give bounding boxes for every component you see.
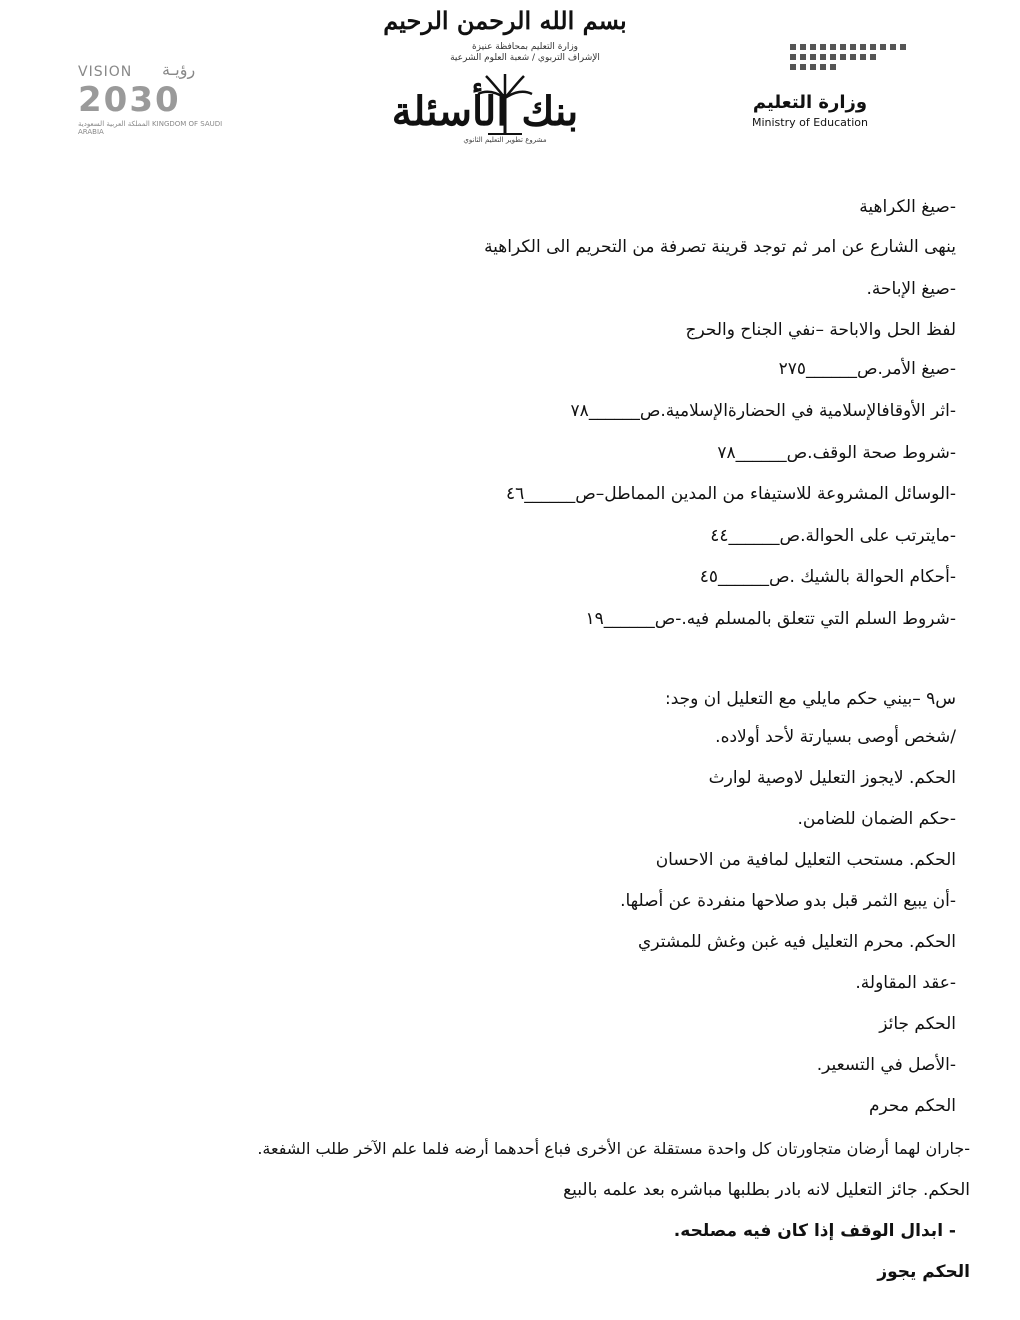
ruling-line: الحكم. مستحب التعليل لمافية من الاحسان [655,850,956,870]
text-line: -أحكام الحوالة بالشيك .ص______٤٥ [699,567,956,587]
text-line: -شروط صحة الوقف.ص______٧٨ [717,443,956,463]
vision-subtitle: المملكة العربية السعودية KINGDOM OF SAUDI ARABIA [78,120,223,136]
moe-arabic: وزارة التعليم [752,92,868,113]
basmala: بسم الله الرحمن الرحيم [383,6,627,35]
text-line: -اثر الأوقافالإسلامية في الحضارةالإسلامية.ص______٧٨ [570,401,956,421]
text-line: - ابدال الوقف إذا كان فيه مصلحه. [673,1221,956,1241]
text-line: -أن يبيع الثمر قبل بدو صلاحها منفردة عن أصلها. [620,891,956,911]
office-line-1: وزارة التعليم بمحافظة عنيزة [471,42,579,52]
text-line: ينهى الشارع عن امر ثم توجد قرينة تصرفة من التحريم الى الكراهية [484,237,956,257]
text-line: -عقد المقاولة. [855,973,956,993]
text-line: -صيغ الأمر.ص______٢٧٥ [778,359,956,379]
text-line: -صيغ الإباحة. [866,279,956,299]
text-line: /شخص أوصى بسيارتة لأحد أولاده. [715,727,956,747]
ruling-line: الحكم محرم [869,1096,956,1116]
vision-arabic: رؤيـة [162,60,196,79]
ruling-line: الحكم جائز [879,1014,956,1034]
project-caption: مشروع تطوير التعليم الثانوي [463,136,547,144]
text-line: لفظ الحل والاباحة –نفي الجناح والحرج [685,320,956,340]
office-line-2: الإشراف التربوي / شعبة العلوم الشرعية [450,53,600,63]
text-line: -حكم الضمان للضامن. [797,809,956,829]
text-line: -جاران لهما أرضان متجاورتان كل واحدة مستقلة عن الأخرى فباع أحدهما أرضه فلما علم الآخر طلب الشفعة. [257,1139,970,1158]
moe-english: Ministry of Education [751,116,868,129]
text-line: -شروط السلم التي تتعلق بالمسلم فيه.-ص______١٩ [585,609,956,629]
bank-title: بنك الأسئلة [391,88,579,135]
question-heading: س٩ –بيني حكم مايلي مع التعليل ان وجد: [664,689,956,709]
ruling-line: الحكم يجوز [877,1262,970,1282]
text-line: -صيغ الكراهية [859,197,956,217]
ruling-line: الحكم. محرم التعليل فيه غبن وغش للمشتري [638,932,956,952]
vision-year: 2030 [78,80,181,120]
text-line: -الوسائل المشروعة للاستيفاء من المدين المماطل–ص______٤٦ [505,484,956,504]
text-line: -مايترتب على الحوالة.ص______٤٤ [710,526,956,546]
ruling-line: الحكم. لايجوز التعليل لاوصية لوارث [708,768,956,788]
vision-word: VISION [78,64,133,80]
text-line: -الأصل في التسعير. [816,1055,956,1075]
ruling-line: الحكم. جائز التعليل لانه بادر بطلبها مباشره بعد علمه بالبيع [563,1180,970,1200]
